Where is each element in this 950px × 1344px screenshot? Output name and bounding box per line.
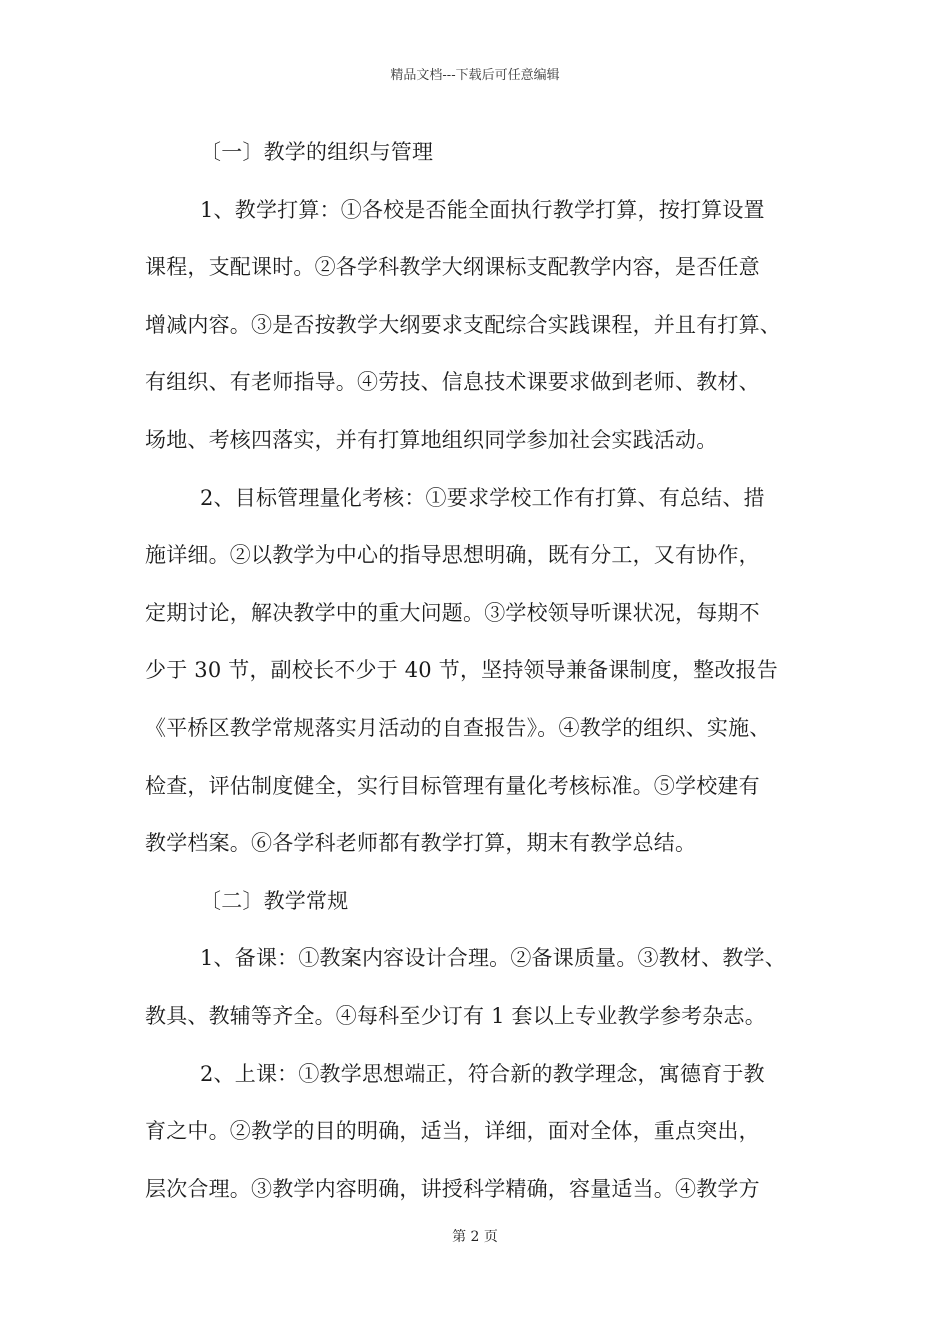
text-line: 1、备课：①教案内容设计合理。②备课质量。③教材、教学、 <box>200 946 786 971</box>
text-line: 2、上课：①教学思想端正，符合新的教学理念，寓德育于教 <box>200 1061 765 1086</box>
text-line: 〔二〕教学常规 <box>200 888 349 913</box>
text-line: 检查，评估制度健全，实行目标管理有量化考核标准。⑤学校建有 <box>145 773 760 798</box>
text-line: 施详细。②以教学为中心的指导思想明确，既有分工，又有协作， <box>145 543 760 568</box>
text-line: 〔一〕教学的组织与管理 <box>200 140 434 164</box>
page-header: 精品文档---下载后可任意编辑 <box>390 68 560 83</box>
text-line: 教学档案。⑥各学科老师都有教学打算，期末有教学总结。 <box>145 831 697 856</box>
text-line: 1、教学打算：①各校是否能全面执行教学打算，按打算设置 <box>200 197 765 222</box>
document-body <box>145 132 825 1226</box>
text-line: 层次合理。③教学内容明确，讲授科学精确，容量适当。④教学方 <box>145 1176 760 1201</box>
text-line: 《平桥区教学常规落实月活动的自查报告》。④教学的组织、实施、 <box>145 715 771 740</box>
text-line: 有组织、有老师指导。④劳技、信息技术课要求做到老师、教材、 <box>145 370 760 395</box>
text-line: 定期讨论，解决教学中的重大问题。③学校领导听课状况，每期不 <box>145 600 760 625</box>
text-line: 育之中。②教学的目的明确，适当，详细，面对全体，重点突出， <box>145 1119 760 1144</box>
text-line: 增减内容。③是否按教学大纲要求支配综合实践课程，并且有打算、 <box>145 312 781 337</box>
text-line: 教具、教辅等齐全。④每科至少订有 1 套以上专业教学参考杂志。 <box>145 1003 766 1028</box>
page-number: 第 2 页 <box>452 1229 498 1245</box>
text-line: 场地、考核四落实，并有打算地组织同学参加社会实践活动。 <box>145 427 718 452</box>
text-line: 课程，支配课时。②各学科教学大纲课标支配教学内容，是否任意 <box>145 255 760 280</box>
text-line: 少于 30 节，副校长不少于 40 节，坚持领导兼备课制度，整改报告 <box>145 658 778 683</box>
text-line: 2、目标管理量化考核：①要求学校工作有打算、有总结、措 <box>200 485 765 510</box>
